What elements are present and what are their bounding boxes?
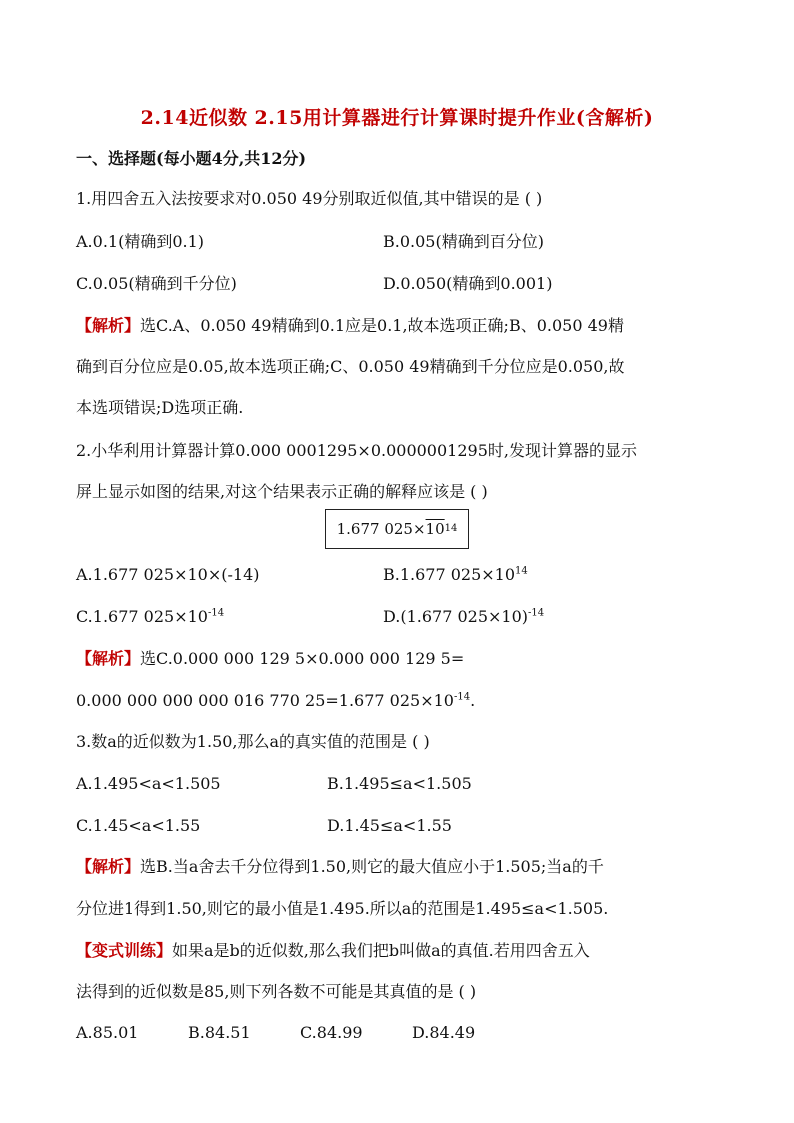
option-c-base: C.1.677 025×10 [76, 607, 208, 626]
question-2-option-b [383, 564, 528, 586]
variant-option-d: D.84.49 [412, 1023, 476, 1042]
question-1-answer-line-1 [76, 315, 624, 337]
answer-tag: 【解析】 [76, 857, 141, 876]
answer-tag: 【解析】 [76, 316, 141, 335]
variant-text: 如果a是b的近似数,那么我们把b叫做a的真值.若用四舍五入 [172, 941, 590, 960]
page-title: 2.14近似数 2.15用计算器进行计算课时提升作业(含解析) [140, 107, 654, 129]
question-3-answer-line-1 [76, 856, 604, 878]
question-2-option-c [76, 606, 224, 628]
variant-line-2: 法得到的近似数是85,则下列各数不可能是其真值的是 ( ) [76, 982, 477, 1001]
answer-text: 选C.0.000 000 129 5×0.000 000 129 5= [140, 649, 465, 668]
question-2-stem-line-2: 屏上显示如图的结果,对这个结果表示正确的解释应该是 ( ) [76, 482, 488, 501]
answer-text-main: 0.000 000 000 000 016 770 25=1.677 025×10 [76, 691, 454, 710]
variant-line-1 [76, 940, 590, 962]
question-3-option-c: C.1.45<a<1.55 [76, 816, 201, 835]
option-c-exponent: -14 [207, 607, 225, 619]
answer-exponent: -14 [453, 691, 471, 703]
answer-text: 选B.当a舍去千分位得到1.50,则它的最大值应小于1.505;当a的千 [140, 857, 604, 876]
question-2-answer-line-2 [76, 690, 475, 712]
answer-tag: 【解析】 [76, 649, 141, 668]
question-2-option-d [383, 606, 544, 628]
question-1-option-c: C.0.05(精确到千分位) [76, 274, 237, 293]
question-2-option-a: A.1.677 025×10×(-14) [76, 565, 260, 584]
question-1-stem: 1.用四舍五入法按要求对0.050 49分别取近似值,其中错误的是 ( ) [76, 189, 543, 208]
question-3-option-d: D.1.45≤a<1.55 [327, 816, 452, 835]
answer-text: 选C.A、0.050 49精确到0.1应是0.1,故本选项正确;B、0.050 49精 [140, 316, 624, 335]
option-d-base: D.(1.677 025×10) [383, 607, 529, 626]
question-1-answer-line-3: 本选项错误;D选项正确. [76, 398, 244, 417]
option-b-base: B.1.677 025×10 [383, 565, 516, 584]
section-heading: 一、选择题(每小题4分,共12分) [76, 149, 307, 168]
question-2-stem-line-1: 2.小华利用计算器计算0.000 0001295×0.0000001295时,发现计算器的显示 [76, 441, 637, 460]
question-3-option-a: A.1.495<a<1.505 [76, 774, 221, 793]
variant-tag: 【变式训练】 [76, 941, 173, 960]
display-mantissa: 1.677 025× [336, 520, 426, 538]
display-base: 10 [425, 520, 445, 538]
variant-option-c: C.84.99 [300, 1023, 363, 1042]
question-1-option-b: B.0.05(精确到百分位) [383, 232, 544, 251]
option-b-exponent: 14 [515, 565, 528, 577]
question-3-stem: 3.数a的近似数为1.50,那么a的真实值的范围是 ( ) [76, 732, 430, 751]
question-1-option-d: D.0.050(精确到0.001) [383, 274, 553, 293]
answer-period: . [470, 691, 476, 710]
question-3-answer-line-2: 分位进1得到1.50,则它的最小值是1.495.所以a的范围是1.495≤a<1.505. [76, 899, 609, 918]
variant-option-a: A.85.01 [76, 1023, 139, 1042]
calculator-display: 1.677 025× 10 14 [325, 509, 469, 549]
question-3-option-b: B.1.495≤a<1.505 [327, 774, 472, 793]
question-1-option-a: A.0.1(精确到0.1) [76, 232, 205, 251]
question-1-answer-line-2: 确到百分位应是0.05,故本选项正确;C、0.050 49精确到千分位应是0.050,故 [76, 357, 625, 376]
question-2-answer-line-1 [76, 648, 464, 670]
variant-option-b: B.84.51 [188, 1023, 251, 1042]
option-d-exponent: -14 [528, 607, 545, 619]
